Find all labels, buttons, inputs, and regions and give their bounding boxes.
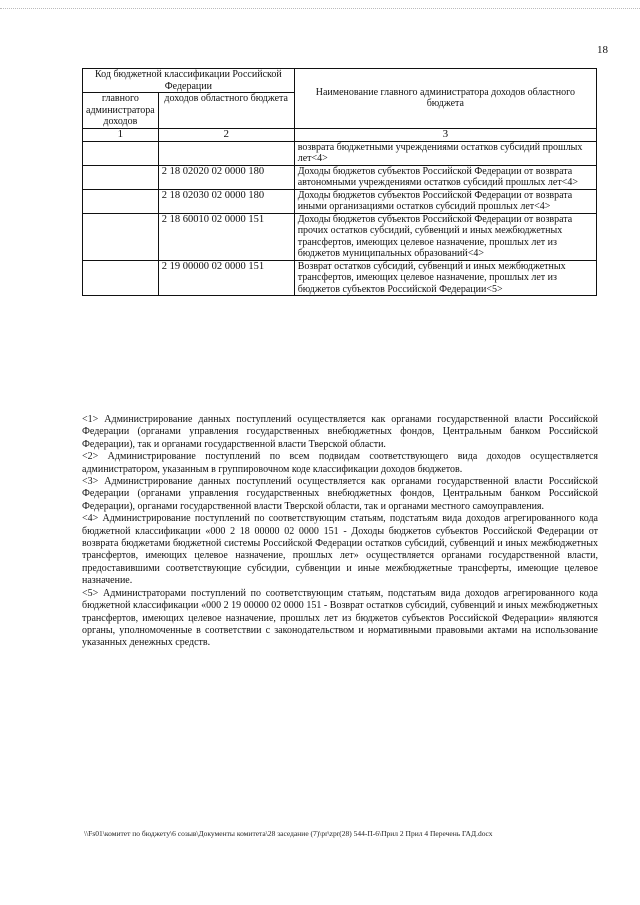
- footnote: <1> Администрирование данных поступлений осуществляется как органами государственной власти Российской Федерации (органами управления государственных внебюджетных фондов, Центральным банком Российской Федерации), так и органами государственной власти Тверской области.: [82, 414, 598, 450]
- admin-cell: [83, 213, 159, 260]
- scan-edge: [0, 0, 640, 9]
- table-row: [83, 165, 597, 189]
- admin-cell: [83, 141, 159, 165]
- code-cell: 2 19 00000 02 0000 151: [158, 260, 294, 296]
- code-cell: 2 18 02030 02 0000 180: [158, 189, 294, 213]
- name-cell: Возврат остатков субсидий, субвенций и иных межбюджетных трансфертов, имеющих целевое назначение, прошлых лет из бюджетов субъектов Российской Федерации<5>: [294, 260, 596, 296]
- column-number: 2: [158, 128, 294, 141]
- name-cell: Доходы бюджетов субъектов Российской Федерации от возврата автономными учреждениями остатков субсидий прошлых лет<4>: [294, 165, 596, 189]
- code-cell: 2 18 02020 02 0000 180: [158, 165, 294, 189]
- name-cell: Доходы бюджетов субъектов Российской Федерации от возврата прочих остатков субсидий, субвенций и иных межбюджетных трансфертов, имеющих целевое назначение, прошлых лет из бюджетов муниципальных образований<4>: [294, 213, 596, 260]
- code-cell: [158, 141, 294, 165]
- file-path-footer: \\Fs01\комитет по бюджету\6 созыв\Документы комитета\28 заседание (7)\pr\zpr(28) 544-П-6\Прил 2 Прил 4 Перечень ГАД.docx: [84, 829, 493, 838]
- admin-cell: [83, 189, 159, 213]
- header-group: Код бюджетной классификации Российской Федерации: [83, 69, 295, 93]
- admin-cell: [83, 165, 159, 189]
- footnote: <5> Администраторами поступлений по соответствующим статьям, подстатьям вида доходов агрегированного кода бюджетной классификации «000 2 19 00000 02 0000 151 - Возврат остатков субсидий, субвенций и иных межбюджетных трансфертов, имеющих целевое назначение, прошлых лет из бюджетов субъектов Российской Федерации» являются органы, уполномоченные в соответствии с законодательством и нормативными правовыми актами на использование указанных денежных средств.: [82, 587, 598, 649]
- admin-cell: [83, 260, 159, 296]
- header-admin: главного администратора доходов: [83, 93, 159, 129]
- column-number: 3: [294, 128, 596, 141]
- header-name: [294, 69, 596, 129]
- header-name-text: Наименование главного администратора доходов областного бюджета: [315, 86, 575, 110]
- table-row: [83, 260, 597, 296]
- budget-classification-table: [82, 68, 597, 296]
- footnote: <2> Администрирование поступлений по всем подвидам соответствующего вида доходов осуществляется администратором, указанным в группировочном коде классификации доходов бюджетов.: [82, 451, 598, 475]
- column-number-row: [83, 128, 597, 141]
- table-row: [83, 141, 597, 165]
- footnote: <3> Администрирование данных поступлений осуществляется как органами государственной власти Российской Федерации (органами управления государственных внебюджетных фондов, Центральным банком Российской Федерации), органами государственной власти Тверской области, так и органами местного самоуправления.: [82, 476, 598, 512]
- name-cell: возврата бюджетными учреждениями остатков субсидий прошлых лет<4>: [294, 141, 596, 165]
- footnote: <4> Администрирование поступлений по соответствующим статьям, подстатьям вида доходов агрегированного кода бюджетной классификации «000 2 18 00000 02 0000 151 - Доходы бюджетов субъектов Российской Федерации от возврата бюджетами бюджетной системы Российской Федерации остатков субсидий, субвенций и иных межбюджетных трансфертов, имеющих целевое назначение, прошлых лет» осуществляется органами государственной власти, предоставившими соответствующие субсидии, субвенции и иные межбюджетные трансферты, имеющие целевое назначение.: [82, 513, 598, 587]
- name-cell: Доходы бюджетов субъектов Российской Федерации от возврата иными организациями остатков субсидий прошлых лет<4>: [294, 189, 596, 213]
- column-number: 1: [83, 128, 159, 141]
- header-income: доходов областного бюджета: [158, 93, 294, 129]
- footnotes: [82, 414, 598, 650]
- table-row: [83, 213, 597, 260]
- page-number: 18: [597, 44, 608, 56]
- code-cell: 2 18 60010 02 0000 151: [158, 213, 294, 260]
- table-row: [83, 189, 597, 213]
